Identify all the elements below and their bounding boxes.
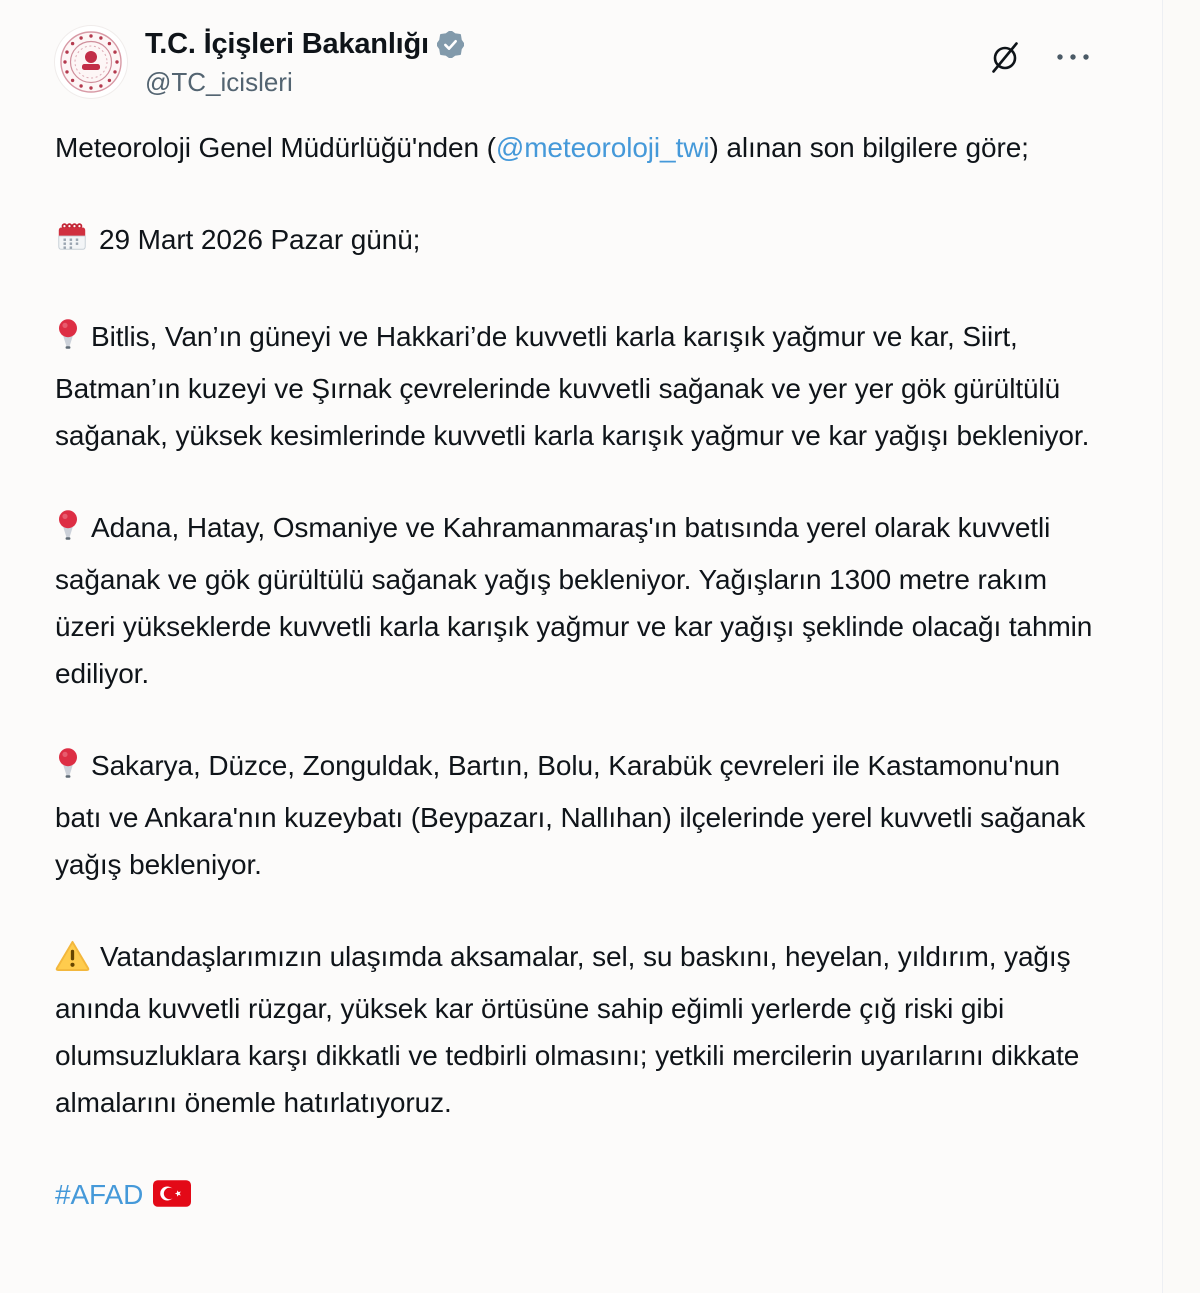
tweet-header [55,26,1104,98]
hashtag-row [55,1171,1104,1221]
pin-paragraph-1 [55,313,1104,459]
user-handle[interactable]: @TC_icisleri [145,67,293,97]
ministry-seal-icon [55,26,127,98]
verified-badge-icon [437,31,464,58]
pushpin-icon [55,509,81,556]
pushpin-icon [55,318,81,365]
more-icon[interactable] [1052,36,1094,78]
date-text: 29 Mart 2026 Pazar günü; [99,224,421,255]
warning-text: Vatandaşlarımızın ulaşımda aksamalar, sel, su baskını, heyelan, yıldırım, yağış anında kuvvetli rüzgar, yüksek kar örtüsüne sahip eğimli yerlerde çığ riski gibi olumsuzluklara karşı dikkatli ve tedbirli olmasını; yetkili mercilerin uyarılarını dikkate almalarını önemle hatırlatıyoruz. [55,941,1080,1118]
pushpin-icon [55,747,81,794]
tweet-body [55,124,1104,1221]
intro-text-pre: Meteoroloji Genel Müdürlüğü'nden ( [55,132,496,163]
date-line [55,216,1104,268]
pin-text-1: Bitlis, Van’ın güneyi ve Hakkari’de kuvvetli karla karışık yağmur ve kar, Siirt, Batman’ın kuzeyi ve Şırnak çevrelerinde kuvvetli sağanak ve yer yer gök gürültülü sağanak, yüksek kesimlerinde kuvvetli karla karışık yağmur ve kar yağışı bekleniyor. [55,321,1090,451]
pin-text-2: Adana, Hatay, Osmaniye ve Kahramanmaraş'ın batısında yerel olarak kuvvetli sağanak ve gök gürültülü sağanak yağış bekleniyor. Yağışların 1300 metre rakım üzeri yükseklerde kuvvetli karla karışık yağmur ve kar yağışı şeklinde olacağı tahmin ediliyor. [55,512,1093,689]
calendar-icon [55,220,89,268]
pin-paragraph-3 [55,742,1104,888]
pin-paragraph-2 [55,504,1104,697]
warning-paragraph [55,933,1104,1126]
header-actions [984,36,1094,78]
hashtag-link[interactable]: #AFAD [55,1179,144,1210]
mention-link[interactable]: @meteoroloji_twi [495,132,710,163]
identity-block [145,26,464,98]
avatar[interactable] [55,26,127,98]
display-name[interactable]: T.C. İçişleri Bakanlığı [145,28,429,60]
pin-text-3: Sakarya, Düzce, Zonguldak, Bartın, Bolu, Karabük çevreleri ile Kastamonu'nun batı ve Ankara'nın kuzeybatı (Beypazarı, Nallıhan) ilçelerinde yerel kuvvetli sağanak yağış bekleniyor. [55,750,1086,880]
turkey-flag-icon [153,1174,191,1221]
intro-paragraph [55,124,1104,171]
intro-text-post: ) alınan son bilgilere göre; [709,132,1029,163]
grok-icon[interactable] [984,36,1026,78]
warning-icon [55,938,90,985]
